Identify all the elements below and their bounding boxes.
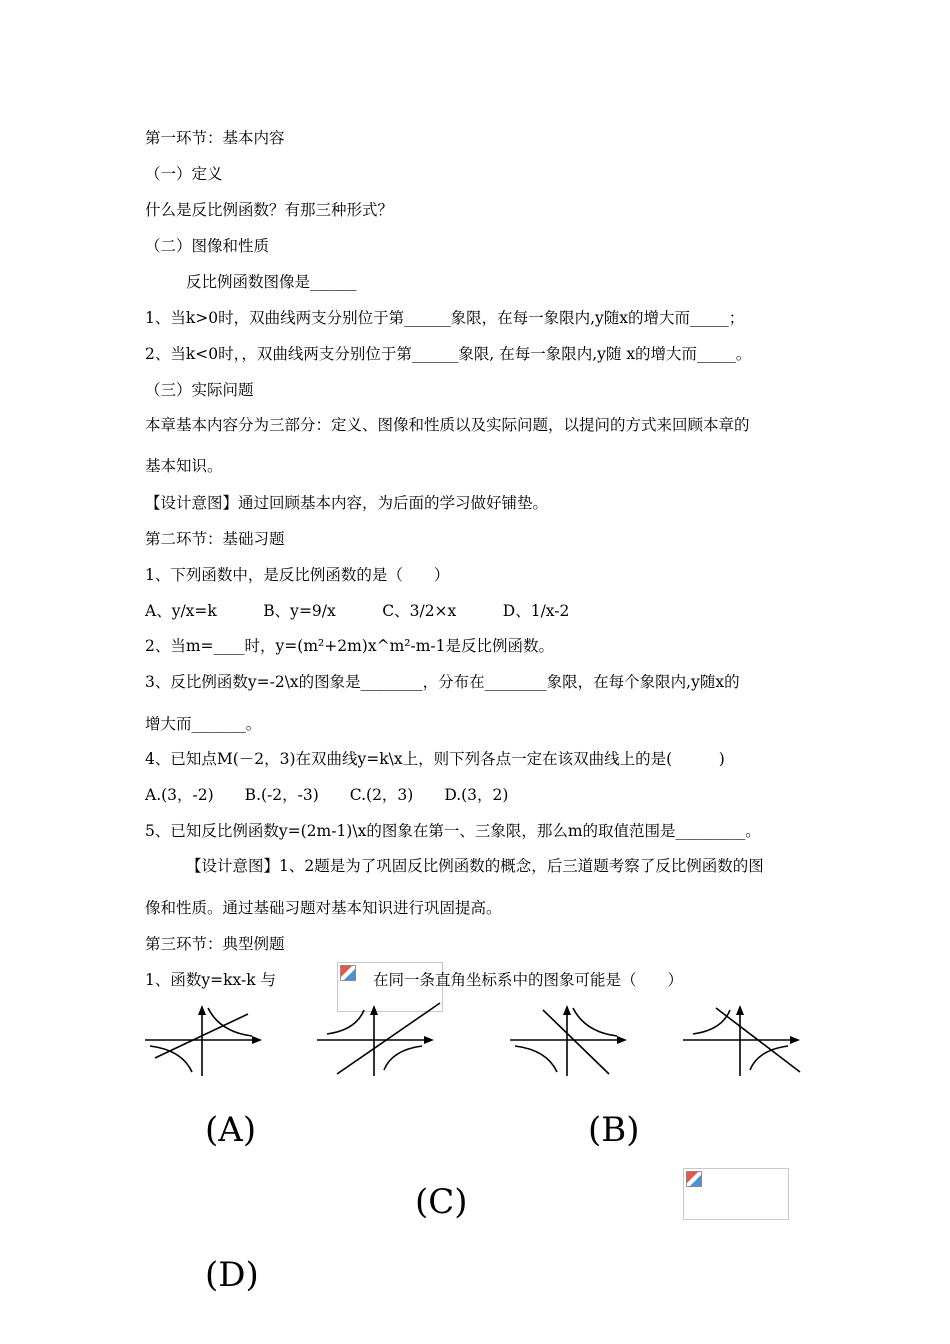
exercise-4: 4、已知点M(－2，3)在双曲线y=k\x上，则下列各点一定在该双曲线上的是( ) [145, 750, 725, 768]
option-b-label: (B) [588, 1110, 640, 1150]
subheading-definition: （一）定义 [145, 165, 223, 183]
design-intent-1: 【设计意图】通过回顾基本内容，为后面的学习做好铺垫。 [145, 494, 549, 512]
exercise-2: 2、当m=____时，y=(m²+2m)x^m²-m-1是反比例函数。 [145, 637, 555, 655]
option-a-graph [140, 1000, 270, 1080]
exercise-5: 5、已知反比例函数y=(2m-1)\x的图象在第一、三象限，那么m的取值范围是_________。 [145, 822, 761, 840]
example-1-prefix: 1、函数y=kx-k 与 [145, 971, 277, 989]
section-3-heading: 第三环节：典型例题 [145, 935, 285, 953]
example-1-suffix: 在同一条直角坐标系中的图象可能是（ ） [373, 971, 684, 989]
question-text: 什么是反比例函数？有那三种形式？ [145, 201, 394, 219]
exercise-1-options: A、y/x=k B、y=9/x C、3/2×x D、1/x-2 [145, 602, 570, 620]
subheading-practical: （三）实际问题 [145, 381, 254, 399]
fill-blank-graph: 反比例函数图像是______ [186, 273, 357, 291]
option-c-label: (C) [415, 1182, 468, 1222]
exercise-3-line-1: 3、反比例函数y=-2\x的图象是________，分布在________象限，在每个象限内,y随x的 [145, 673, 740, 691]
option-d-label: (D) [205, 1255, 259, 1295]
summary-line-2: 基本知识。 [145, 457, 223, 475]
image-placeholder [683, 1168, 789, 1220]
property-k-negative: 2、当k<0时，，双曲线两支分别位于第______象限, 在每一象限内,y随 x的增大而_____。 [145, 345, 752, 363]
exercise-4-options: A.(3，-2) B.(-2，-3) C.(2，3) D.(3，2) [145, 786, 509, 804]
section-1-heading: 第一环节：基本内容 [145, 129, 285, 147]
section-2-heading: 第二环节：基础习题 [145, 530, 285, 548]
option-b-graph [312, 1000, 442, 1080]
option-c-graph [505, 1000, 635, 1080]
broken-image-icon [686, 1171, 702, 1187]
broken-image-icon [340, 965, 356, 981]
property-k-positive: 1、当k>0时，双曲线两支分别位于第______象限，在每一象限内,y随x的增大而_____； [145, 309, 745, 327]
design-intent-2-line-1: 【设计意图】1、2题是为了巩固反比例函数的概念，后三道题考察了反比例函数的图 [186, 857, 764, 875]
design-intent-2-line-2: 像和性质。通过基础习题对基本知识进行巩固提高。 [145, 899, 502, 917]
option-a-label: (A) [205, 1110, 257, 1150]
summary-line-1: 本章基本内容分为三部分：定义、图像和性质以及实际问题，以提问的方式来回顾本章的 [145, 416, 750, 434]
exercise-3-line-2: 增大而_______。 [145, 715, 262, 733]
exercise-1: 1、下列函数中，是反比例函数的是（ ） [145, 566, 450, 584]
option-d-graph [678, 1000, 808, 1080]
subheading-graph: （二）图像和性质 [145, 237, 270, 255]
